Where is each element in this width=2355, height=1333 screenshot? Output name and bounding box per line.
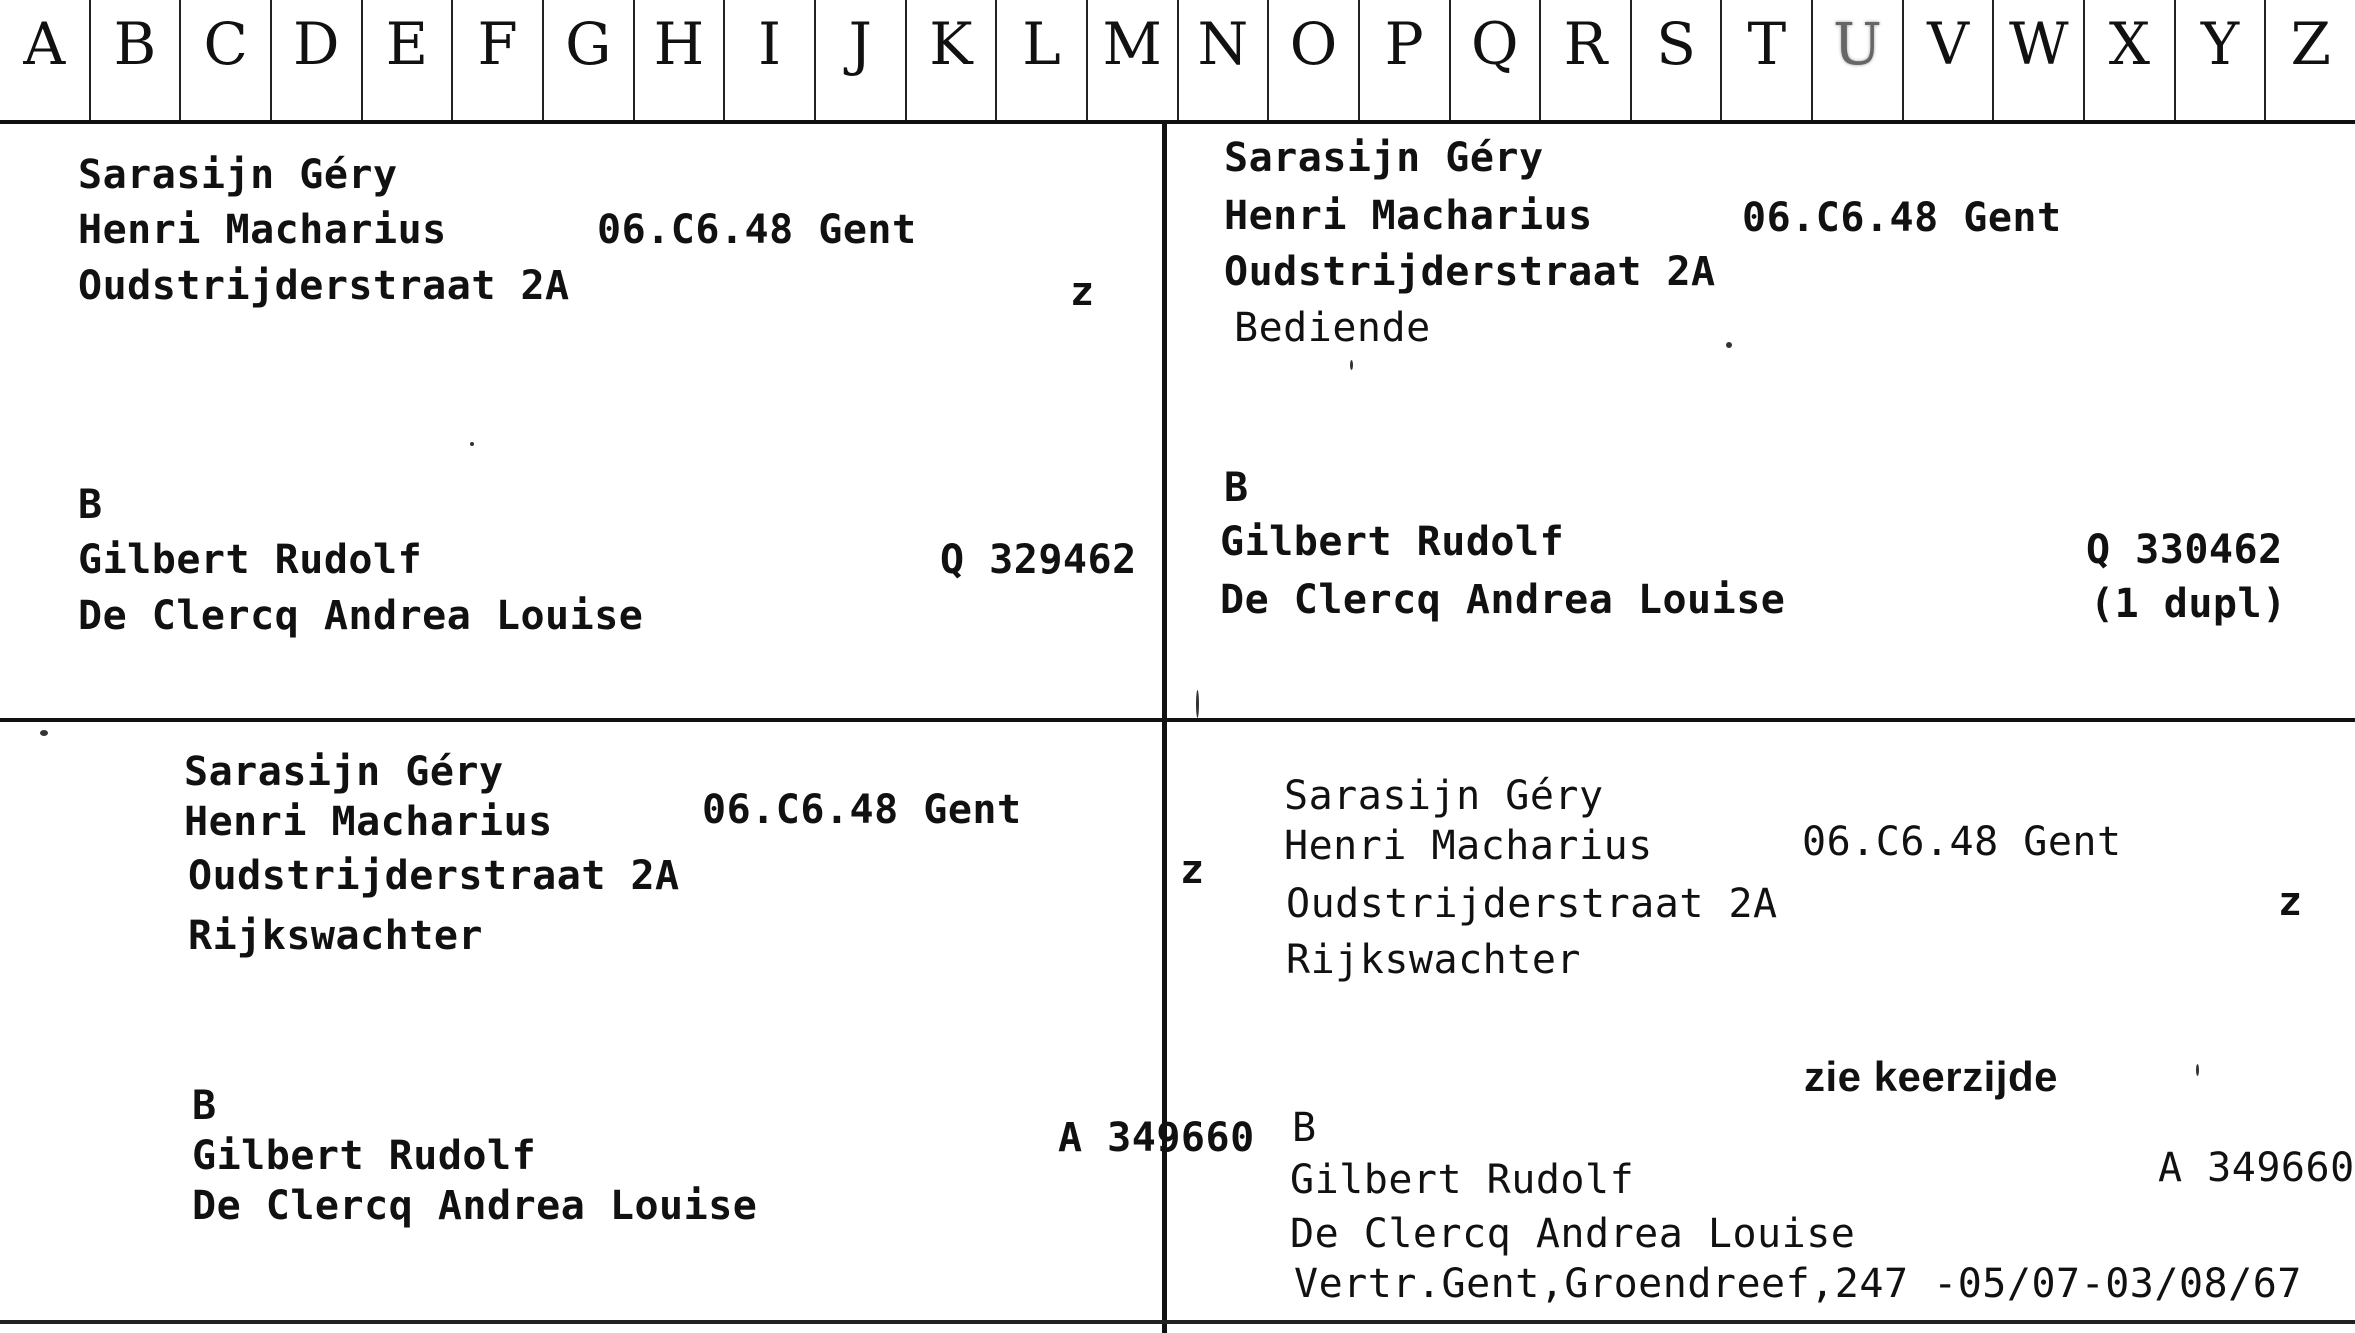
card-name-line2: Henri Macharius [184,799,553,845]
card-name-line1: Sarasijn Géry [78,152,398,198]
card-birth: 06.C6.48 Gent [597,207,917,253]
horizontal-divider [0,718,2355,722]
index-letter-q: Q [1451,0,1542,120]
index-letter-z: Z [2290,10,2331,78]
card-section: B [1292,1105,1317,1151]
card-name-line1: Sarasijn Géry [1284,773,1604,819]
scan-speck [40,730,48,736]
card-birth: 06.C6.48 Gent [1742,195,2062,241]
index-letter-a: A [0,0,91,120]
index-letter-t: T [1722,0,1813,120]
card-section: B [78,482,103,528]
card-section: B [1224,465,1249,511]
index-letter-y: Y [2176,0,2267,120]
index-letter-b: B [91,0,182,120]
card-address: Oudstrijderstraat 2A [78,263,570,309]
card-father: Gilbert Rudolf [192,1133,537,1179]
card-name-line2: Henri Macharius [1284,823,1653,869]
card-name-line1: Sarasijn Géry [184,749,504,795]
card-marker: z [2278,879,2303,925]
card-mother: De Clercq Andrea Louise [192,1183,758,1229]
index-letter-d: D [272,0,363,120]
card-address: Oudstrijderstraat 2A [188,853,680,899]
index-letter-h: H [635,0,726,120]
card-name-line2: Henri Macharius [1224,193,1593,239]
index-letter-w: W [1994,0,2085,120]
card-mother: De Clercq Andrea Louise [1290,1211,1856,1257]
card-handwritten-note: zie keerzijde [1804,1053,2058,1100]
index-letter-e: E [363,0,454,120]
card-father: Gilbert Rudolf [78,537,423,583]
index-letter-g: G [544,0,635,120]
card-address: Oudstrijderstraat 2A [1224,249,1716,295]
index-letter-u: U [1813,0,1904,120]
index-letter-r: R [1541,0,1632,120]
index-letter-j: J [816,0,907,120]
scan-speck [1726,342,1732,348]
card-occupation: Rijkswachter [188,913,483,959]
card-mother: De Clercq Andrea Louise [78,593,644,639]
bottom-edge-line [0,1320,2355,1324]
card-occupation: Rijkswachter [1286,937,1581,983]
card-birth: 06.C6.48 Gent [702,787,1022,833]
index-letter-m: M [1088,0,1179,120]
index-letter-p: P [1360,0,1451,120]
card-mother: De Clercq Andrea Louise [1220,577,1786,623]
card-note: (1 dupl) [2090,581,2287,627]
card-section: B [192,1083,217,1129]
card-birth: 06.C6.48 Gent [1802,819,2122,865]
index-letter-c: C [181,0,272,120]
index-letter-v: V [1904,0,1995,120]
index-letter-i: I [725,0,816,120]
card-number: Q 329462 [940,537,1137,583]
scan-speck [1196,690,1199,718]
card-name-line2: Henri Macharius [78,207,447,253]
card-margin-marker: z [1180,847,1205,893]
index-letter-s: S [1632,0,1723,120]
card-address: Oudstrijderstraat 2A [1286,881,1778,927]
scan-speck [1350,360,1353,370]
index-letter-o: O [1269,0,1360,120]
index-letter-f: F [453,0,544,120]
index-letter-x: X [2085,0,2176,120]
card-residence: Vertr.Gent,Groendreef,247 -05/07-03/08/67 [1294,1261,2302,1307]
scan-speck [2196,1064,2199,1076]
card-number: A 349660 [1058,1115,1255,1161]
index-letter-n: N [1179,0,1270,120]
card-number: Q 330462 [2086,527,2283,573]
card-father: Gilbert Rudolf [1220,519,1565,565]
index-letter-l: L [997,0,1088,120]
card-occupation: Bediende [1234,305,1431,351]
alphabet-index-bar [0,0,2355,124]
index-letter-k: K [907,0,998,120]
card-number: A 349660 [2158,1145,2355,1191]
card-marker: z [1070,269,1095,315]
scan-speck [470,442,474,446]
card-father: Gilbert Rudolf [1290,1157,1635,1203]
card-name-line1: Sarasijn Géry [1224,135,1544,181]
